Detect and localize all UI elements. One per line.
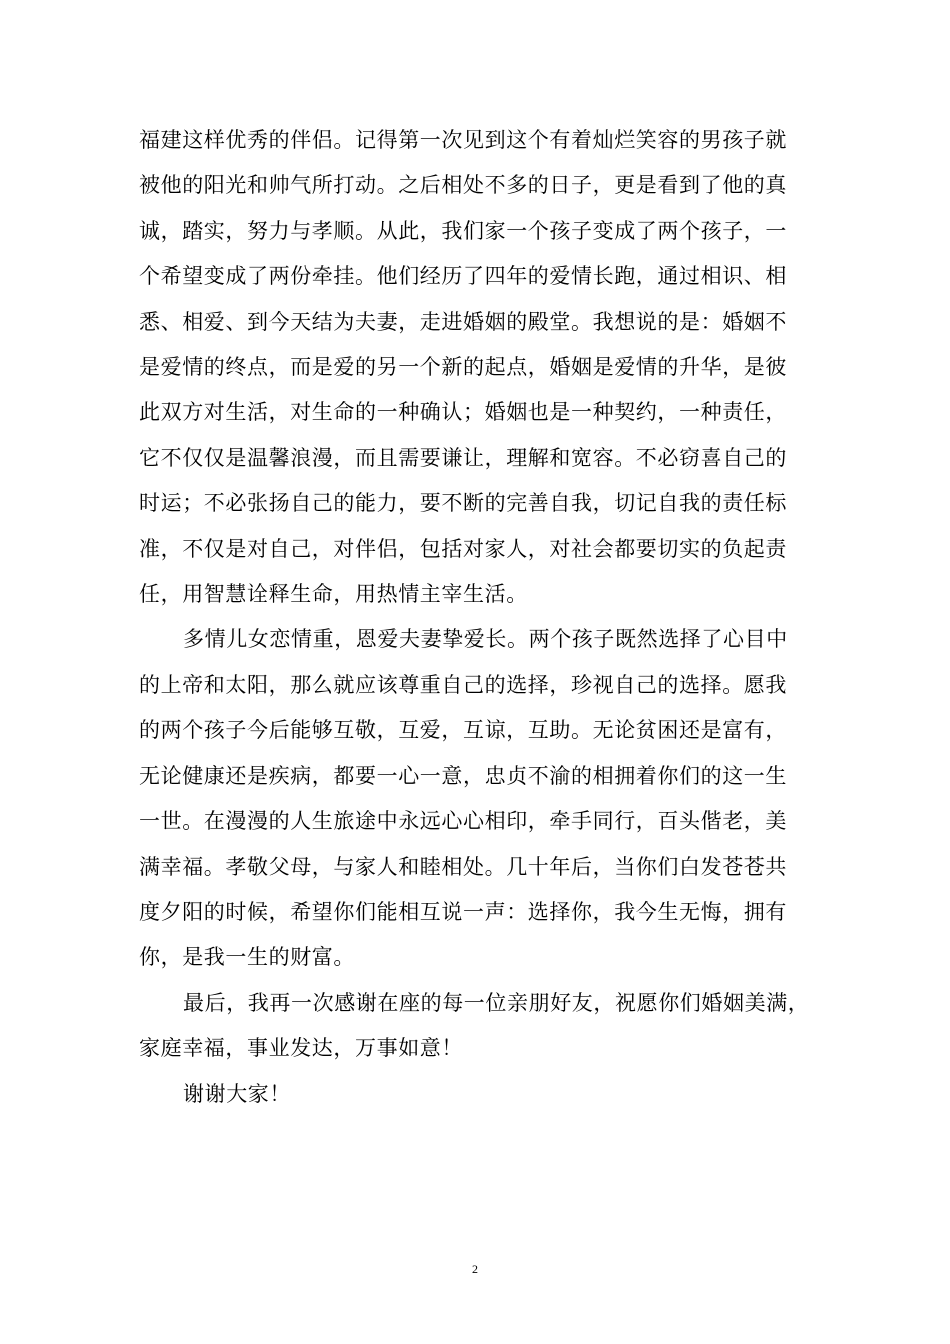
text-line: 福建这样优秀的伴侣。记得第一次见到这个有着灿烂笑容的男孩子就 bbox=[139, 128, 787, 152]
paragraph-thanks-guests bbox=[139, 981, 829, 1072]
text-line: 任，用智慧诠释生命，用热情主宰生活。 bbox=[139, 582, 528, 607]
paragraph-closing bbox=[139, 1072, 829, 1117]
text-line: 诚，踏实，努力与孝顺。从此，我们家一个孩子变成了两个孩子，一 bbox=[139, 218, 787, 243]
text-line: 谢谢大家！ bbox=[183, 1081, 291, 1106]
paragraph-continuation bbox=[139, 118, 829, 617]
text-line: 个希望变成了两份牵挂。他们经历了四年的爱情长跑，通过相识、相 bbox=[139, 264, 787, 289]
paragraph-wishes bbox=[139, 617, 829, 980]
text-line: 被他的阳光和帅气所打动。之后相处不多的日子，更是看到了他的真 bbox=[139, 173, 787, 198]
text-line: 家庭幸福，事业发达，万事如意！ bbox=[139, 1036, 463, 1061]
text-line: 最后，我再一次感谢在座的每一位亲朋好友，祝愿你们婚姻美满， bbox=[183, 990, 810, 1015]
text-line: 的两个孩子今后能够互敬，互爱，互谅，互助。无论贫困还是富有， bbox=[139, 718, 787, 743]
text-line: 多情儿女恋情重，恩爱夫妻挚爱长。两个孩子既然选择了心目中 bbox=[183, 627, 788, 652]
text-line: 时运；不必张扬自己的能力，要不断的完善自我，切记自我的责任标 bbox=[139, 491, 787, 516]
text-line: 一世。在漫漫的人生旅途中永远心心相印，牵手同行，百头偕老，美 bbox=[139, 809, 787, 834]
text-line: 的上帝和太阳，那么就应该尊重自己的选择，珍视自己的选择。愿我 bbox=[139, 672, 787, 697]
page-number: 2 bbox=[472, 1262, 478, 1276]
text-line: 此双方对生活，对生命的一种确认；婚姻也是一种契约，一种责任， bbox=[139, 400, 787, 425]
text-line: 它不仅仅是温馨浪漫，而且需要谦让，理解和宽容。不必窃喜自己的 bbox=[139, 445, 787, 470]
text-line: 你，是我一生的财富。 bbox=[139, 945, 355, 970]
text-line: 满幸福。孝敬父母，与家人和睦相处。几十年后，当你们白发苍苍共 bbox=[139, 854, 787, 879]
body-text bbox=[139, 118, 829, 1117]
text-line: 悉、相爱、到今天结为夫妻，走进婚姻的殿堂。我想说的是：婚姻不 bbox=[139, 309, 787, 334]
text-line: 度夕阳的时候，希望你们能相互说一声：选择你，我今生无悔，拥有 bbox=[139, 899, 787, 924]
text-line: 准，不仅是对自己，对伴侣，包括对家人，对社会都要切实的负起责 bbox=[139, 536, 787, 561]
text-line: 无论健康还是疾病，都要一心一意，忠贞不渝的相拥着你们的这一生 bbox=[139, 763, 787, 788]
text-line: 是爱情的终点，而是爱的另一个新的起点，婚姻是爱情的升华，是彼 bbox=[139, 355, 787, 380]
